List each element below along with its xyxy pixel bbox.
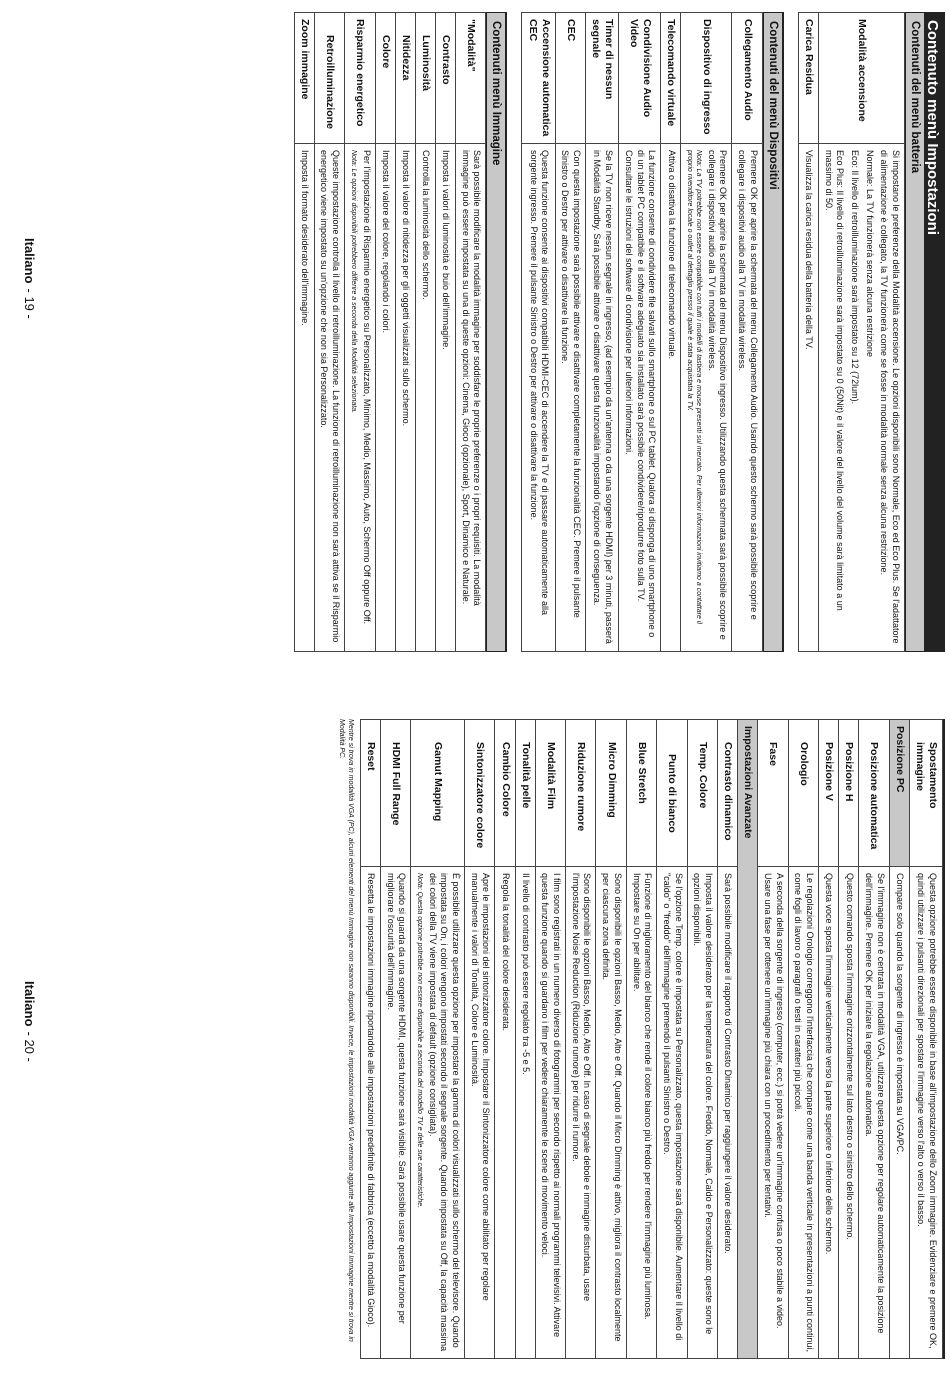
virtual-remote-label: Telecomando virtuale — [661, 13, 681, 144]
table-row — [515, 720, 535, 1359]
gamut-mapping-desc — [411, 867, 465, 1359]
av-sharing-label: Condivisione Audio Video — [619, 13, 661, 144]
clock-label: Orologio — [788, 720, 818, 867]
table-row — [657, 720, 687, 1359]
dynamic-contrast-desc: Sarà possibile modificare il rapporto di Contrasto Dinamico per raggiungere il valore desiderato. — [718, 867, 738, 1359]
energy-saving-note: Nota: Le opzioni disponibili potrebbero differire a seconda della Modalità selezionata. — [349, 150, 357, 414]
table-row — [819, 720, 839, 1359]
battery-table — [798, 12, 905, 652]
hdmi-full-range-label: HDMI Full Range — [380, 720, 410, 867]
skin-tone-label: Tonalità pelle — [515, 720, 535, 867]
page-19-column — [294, 12, 945, 652]
autoposition-desc: Se l'immagine non è centrata in modalità VGA, utilizzare questa opzione per regolare automaticamente la posizione dell'immagine. Premere OK per iniziare la regolazione automatica. — [859, 867, 889, 1359]
film-mode-label: Modalità Film — [535, 720, 565, 867]
residual-charge-desc: Visualizza la carica residua della batteria della TV. — [798, 144, 818, 652]
cec-label: CEC — [555, 13, 585, 144]
power-mode-normal: Normale: La TV funzionerà senza alcuna restrizione — [864, 150, 875, 357]
white-point-desc: Se l'opzione Temp. colore è impostata su Personalizzato, questa impostazione sarà disponibile. Aumentare il livello di "caldo" o "freddo" dell'immagine premendo il pulsanti Sinistro o Destro. — [657, 867, 687, 1359]
cec-auto-power-label: Accensione automatica CEC — [522, 13, 555, 144]
devices-section-header: Contenuti del menù Dispositivi — [763, 12, 784, 652]
micro-dimming-label: Micro Dimming — [596, 720, 626, 867]
table-row — [435, 13, 455, 652]
table-row — [522, 13, 555, 652]
residual-charge-label: Carica Residua — [798, 13, 818, 144]
advanced-settings-label: Impostazioni Avanzate — [738, 720, 758, 1359]
picture-shift-desc: Questa opzione potrebbe essere disponibile in base all'impostazione dello Zoom immagine. Evidenziare e premere OK, quindi utilizzare i pulsanti direzionali per spostare l'immagine verso l'alto o verso il basso. — [909, 867, 942, 1359]
colour-shift-desc: Regola la tonalità del colore desiderata. — [495, 867, 515, 1359]
table-row — [395, 13, 415, 652]
table-row — [839, 720, 859, 1359]
colour-tuner-desc: Apre le impostazioni del sintonizzatore colore. Impostare il Sintonizzatore colore come abilitato per regolare manualmente i valori di Tonalità, Colore e Luminosità. — [465, 867, 495, 1359]
picture-mode-desc: Sarà possibile modificare la modalità immagine per soddisfare le proprie preferenze o i propri requisiti. La modalità immagine può essere impostata su una di queste opzioni: Cinema, Gioco (opzionale), Sport, Dinamico e Naturale. — [456, 144, 486, 652]
hdmi-full-range-desc: Quando si guarda da una sorgente HDMI, questa funzione sarà visibile. Sarà possibile usare questa funzione per migliorare l'oscurità dell'immagine. — [380, 867, 410, 1359]
table-row — [738, 720, 758, 1359]
no-signal-timer-label: Timer di nessun segnale — [586, 13, 619, 144]
table-row — [718, 720, 738, 1359]
table-row — [566, 720, 596, 1359]
page-number-20 — [22, 981, 37, 1062]
dynamic-contrast-label: Contrasto dinamico — [718, 720, 738, 867]
footer-page-num: - 20 - — [22, 1031, 37, 1062]
pc-position-desc: Compare solo quando la sorgente di ingresso è impostata su VGA/PC. — [889, 867, 909, 1359]
table-row — [456, 13, 486, 652]
power-mode-label: Modalità accensione — [818, 13, 904, 144]
gamut-mapping-label: Gamut Mapping — [411, 720, 465, 867]
table-row — [555, 13, 585, 652]
contrast-label: Contrasto — [435, 13, 455, 144]
table-row — [687, 720, 717, 1359]
battery-section-header: Contenuti del menù batteria — [905, 12, 924, 652]
table-row — [586, 13, 619, 652]
energy-saving-text: Per l'impostazione di Risparmio energetico su Personalizzato, Minimo, Medio, Massimo, Auto, Schermo Off oppure Off. — [361, 150, 372, 625]
input-device-desc — [681, 144, 732, 652]
power-mode-eco-plus: Eco Plus: Il livello di retroilluminazione sarà impostato su 0 (50Nit) e il valore del livello del volume sarà limitato a un massimo di 50. — [823, 150, 846, 611]
cec-desc: Con questa impostazione sarà possibile attivare e disattivare completamente la funzionalità CEC. Premere il pulsante Sinistro o Destro per attivare o disattivare la funzione. — [555, 144, 585, 652]
micro-dimming-desc: Sono disponibili le opzioni Basso, Medio, Alto e Off. Quando il Micro Dimming è attivo, migliora il contrasto localmente per ciascuna zona definita. — [596, 867, 626, 1359]
table-row — [380, 720, 410, 1359]
gamut-mapping-note: Nota: Questa opzione potrebbe non essere disponibile a seconda del modello TV e delle sue caratteristiche. — [416, 873, 424, 1209]
audio-link-label: Collegamento Audio — [732, 13, 762, 144]
white-point-label: Punto di bianco — [657, 720, 687, 867]
footer-language: Italiano — [22, 238, 37, 284]
picture-table — [294, 12, 487, 652]
brightness-label: Luminosità — [415, 13, 435, 144]
sharpness-label: Nitidezza — [395, 13, 415, 144]
energy-saving-desc — [345, 144, 375, 652]
audio-link-desc: Premere OK per aprire la schermata del menu Collegamento Audio. Usando questo schermo sarà possibile scoprire e collegare i dispositivi audio alla TV in modalità wireless. — [732, 144, 762, 652]
table-row — [626, 720, 656, 1359]
table-row — [798, 13, 818, 652]
energy-saving-label: Risparmio energetico — [345, 13, 375, 144]
picture-zoom-desc: Imposta il formato desiderato dell'immagine. — [294, 144, 314, 652]
phase-desc: A seconda della sorgente di ingresso (computer, ecc.) si potrà vedere un'immagine confusa o poco stabile a video. Usare una fase per ottenere un'immagine più chiara con un procedimento per tentativi. — [758, 867, 788, 1359]
blue-stretch-label: Blue Stretch — [626, 720, 656, 867]
colour-label: Colore — [375, 13, 395, 144]
page-20-column — [337, 719, 945, 1359]
gamut-mapping-text: È possibile utilizzare questa opzione per impostare la gamma di colori visualizzati sullo schermo del televisore. Quando impostata su On, i colori vengono impostati secondo il segnale sorgente. Quando impostata su Off, la capacità massima dei colori della TV viene impostata di default (opzione consigliata). — [427, 873, 462, 1352]
table-row — [596, 720, 626, 1359]
noise-reduction-label: Riduzione rumore — [566, 720, 596, 867]
colour-shift-label: Cambio Colore — [495, 720, 515, 867]
colour-temp-desc: Imposta il valore desiderato per la temperatura del colore. Freddo, Normale, Caldo e Personalizzato: queste sono le opzioni disponibili. — [687, 867, 717, 1359]
table-row — [415, 13, 435, 652]
skin-tone-desc: Il livello di contrasto può essere regolato tra -5 e 5. — [515, 867, 535, 1359]
colour-tuner-label: Sintonizzatore colore — [465, 720, 495, 867]
footer-page-num: - 19 - — [22, 288, 37, 319]
table-row — [345, 13, 375, 652]
picture-zoom-label: Zoom immagine — [294, 13, 314, 144]
table-row — [360, 720, 380, 1359]
table-row — [788, 720, 818, 1359]
table-row — [314, 13, 344, 652]
input-device-text: Premere OK per aprire la schermata del menu Dispositivo ingresso. Utilizzando questa schermata sarà possibile scoprire e collegare i dispositivi audio alla TV in modalità wireless. — [706, 150, 729, 640]
page-20 — [0, 689, 950, 1379]
noise-reduction-desc: Sono disponibili le opzioni Basso, Medio, Alto e Off. In caso di segnale debole e immagine disturbata, usare l'impostazione Noise Reduction (Riduzione rumore) per ridurre il rumore. — [566, 867, 596, 1359]
table-row — [909, 720, 942, 1359]
av-sharing-desc: La funzione consente di condividere file salvati sullo smartphone o sul PC tablet. Qualora si disponga di uno smartphone o di un tablet PC compatibile e il software adeguato sia installato sarà possibile condividere/riprodurre foto sulla TV. Consultare le istruzioni del software di condivisione per ulteriori informazioni. — [619, 144, 661, 652]
table-row — [495, 720, 515, 1359]
table-row — [535, 720, 565, 1359]
colour-temp-label: Temp. Colore — [687, 720, 717, 867]
table-row — [465, 720, 495, 1359]
table-row — [859, 720, 889, 1359]
picture-shift-label: Spostamento immagine — [909, 720, 942, 867]
cec-auto-power-desc: Questa funzione consente ai dispositivi compatibili HDMI-CEC di accendere la TV e di passare automaticamente alla sorgente ingresso. Premere il pulsante Sinistro o Destro per attivare o disattivare la funzione. — [522, 144, 555, 652]
table-row — [619, 13, 661, 652]
reset-label: Reset — [360, 720, 380, 867]
v-position-desc: Questa voce sposta l'immagine verticalmente verso la parte superiore o inferiore dello schermo. — [819, 867, 839, 1359]
table-row — [732, 13, 762, 652]
phase-label: Fase — [758, 720, 788, 867]
contrast-desc: Imposta i valori di luminosità e buio dell'immagine. — [435, 144, 455, 652]
devices-table — [521, 12, 762, 652]
page-number-19 — [22, 238, 37, 319]
blue-stretch-desc: Funzione di miglioramento del bianco che rende il colore bianco più freddo per rendere l'immagine più luminosa. Impostare su On per abilitare. — [626, 867, 656, 1359]
power-mode-eco: Eco: Il livello di retroilluminazione sarà impostato su 12 (72lum). — [849, 150, 860, 405]
table-row — [375, 13, 395, 652]
settings-menu-title: Contenuto menù Impostazioni — [924, 12, 945, 652]
brightness-desc: Controlla la luminosità dello schermo. — [415, 144, 435, 652]
power-mode-desc — [818, 144, 904, 652]
table-row — [681, 13, 732, 652]
v-position-label: Posizione V — [819, 720, 839, 867]
input-device-note: Nota: La TV potrebbe non essere compatibile con tutti i modelli di tastiera e mouse presenti sul mercato. Per ulteriori informazioni invitiamo a contattare il proprio rivenditore locale o outlet al dettaglio presso il quale è stata acquistata la TV. — [686, 150, 702, 624]
colour-desc: Imposta il valore del colore, regolando i colori. — [375, 144, 395, 652]
picture-table-continued — [360, 719, 943, 1359]
backlight-desc: Queste impostazione controlla il livello di retroilluminazione. La funzione di retroilluminazione non sarà attiva se il Risparmio energetico viene impostato su un'opzione che non sia Personalizzato. — [314, 144, 344, 652]
backlight-label: Retroilluminazione — [314, 13, 344, 144]
power-mode-text: Si impostano le preferenze della Modalità accensione. Le opzioni disponibili sono Normale, Eco ed Eco Plus. Se l'adattatore di alimentazione è collegato, la TV funzionerà come se fosse in modalità normale senza alcuna restrizione. — [879, 150, 901, 644]
sharpness-desc: Imposta il valore di nitidezza per gli oggetti visualizzati sullo schermo. — [395, 144, 415, 652]
clock-desc: Le regolazioni Orologio correggono l'interfaccia che compare come una banda verticale in presentazioni a punti continui, come fogli di lavoro o paragrafi o testi in caratteri più piccoli. — [788, 867, 818, 1359]
h-position-label: Posizione H — [839, 720, 859, 867]
no-signal-timer-desc: Se la TV non riceve nessun segnale in ingresso, (ad esempio da un'antenna o da una sorgente HDMI) per 3 minuti, passerà in Modalità Standby. Sarà possibile attivare o disattivare questa funzionalità impostando l'opzione di conseguenza. — [586, 144, 619, 652]
table-row — [818, 13, 904, 652]
table-row — [411, 720, 465, 1359]
virtual-remote-desc: Attiva o disattiva la funzione di telecomando virtuale. — [661, 144, 681, 652]
film-mode-desc: I film sono registrati in un numero diverso di fotogrammi per secondo rispetto ai normali programmi televisivi. Attivare questa funzione quando si guardano i film per vedere chiaramente le scene di movimento veloci. — [535, 867, 565, 1359]
h-position-desc: Questo comando sposta l'immagine orizzontalmente sul lato destro o sinistro dello schermo. — [839, 867, 859, 1359]
picture-section-header: Contenuti menù Immagine — [486, 12, 507, 652]
table-row — [294, 13, 314, 652]
table-row — [889, 720, 909, 1359]
autoposition-label: Posizione automatica — [859, 720, 889, 867]
vga-footnote: Mentre si trova in modalità VGA (PC), alcuni elementi del menù Immagine non saranno disponibili. Invece, le impostazioni modalità VGA verranno aggiunte alle Impostazioni Immagine mentre si trova in Modalità PC. — [337, 719, 354, 1342]
input-device-label: Dispositivo di ingresso — [681, 13, 732, 144]
footer-language: Italiano — [22, 981, 37, 1027]
picture-mode-label: "Modalità" — [456, 13, 486, 144]
pc-position-label: Posizione PC — [889, 720, 909, 867]
table-row — [661, 13, 681, 652]
table-row — [758, 720, 788, 1359]
reset-desc: Resetta le impostazioni immagine riportandole alle impostazioni predefinite di fabbrica (eccetto la modalità Gioco). — [360, 867, 380, 1359]
